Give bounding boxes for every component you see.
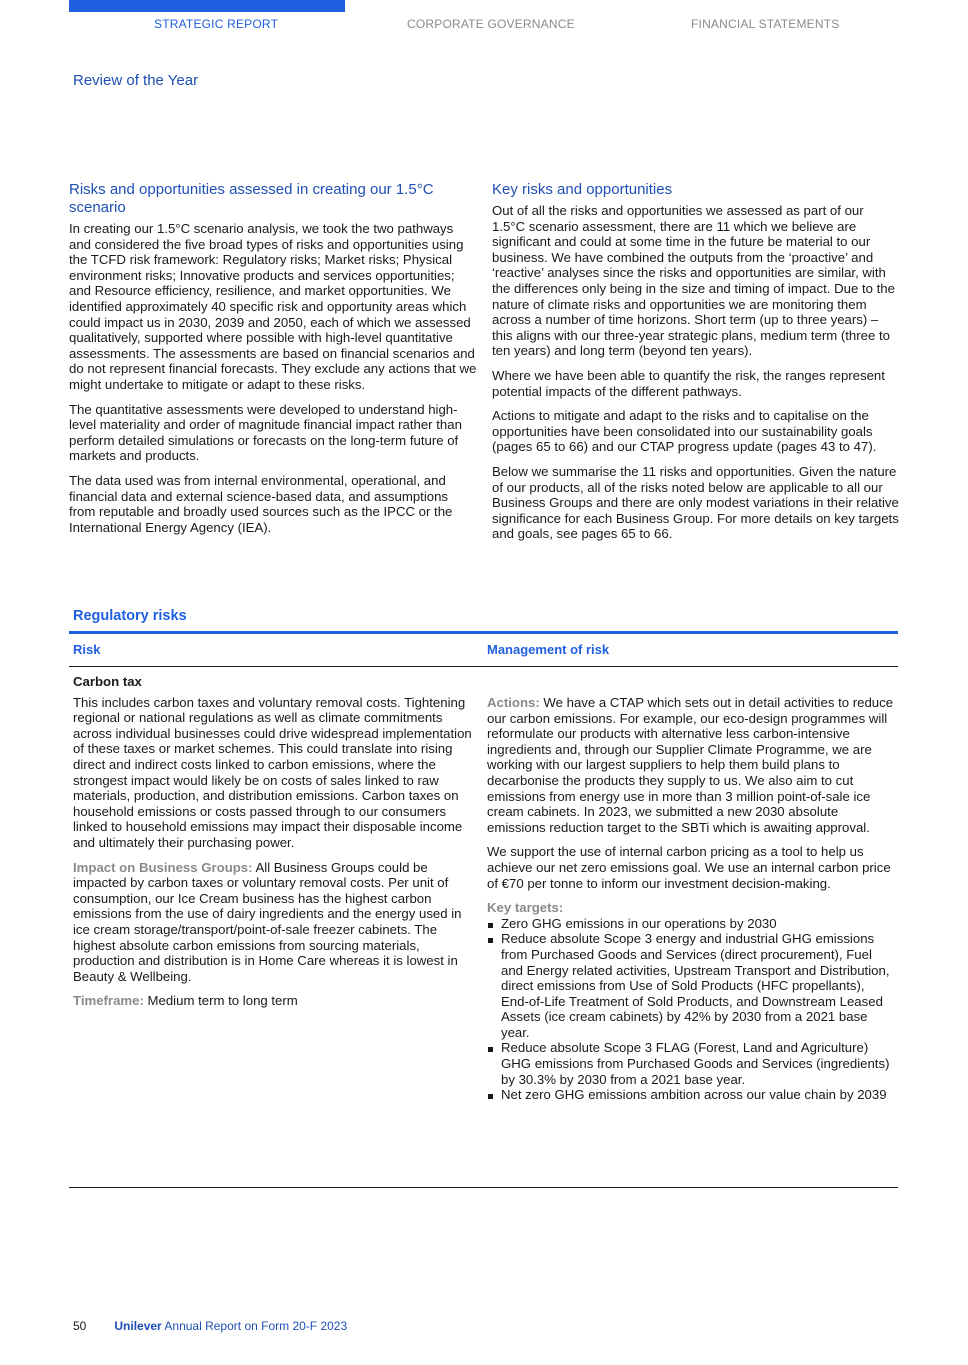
header-divider [69,666,898,667]
key-targets-label: Key targets: [487,900,564,916]
section-title: Review of the Year [73,72,199,89]
actions-paragraph [487,695,895,835]
actions-label: Actions: [487,695,540,710]
carbon-pricing-text: We support the use of internal carbon pricing as a tool to help us achieve our net zero emissions goal. We use an internal carbon price of €70 per tonne to inform our investment decision-making. [487,844,891,891]
list-item: Reduce absolute Scope 3 energy and industrial GHG emissions from Purchased Goods and Services (direct procurement), Fuel and Energy related activities, Upstream Transport and Distribution, direct emissions from Use of Sold Products (HFC propellants), End-of-Life Treatment of Sold Products, and Downstream Leased Assets (ice cream cabinets) by 42% by 2030 from a 2021 base year. [487,931,895,1040]
actions-text: We have a CTAP which sets out in detail activities to reduce our carbon emissions. For example, our eco-design programmes will reformulate our products with alternative less carbon-intensive ingredients and, through our Supplier Climate Programme, we are working with our largest suppliers to help them build plans to decarbonise the products they supply to us. We also aim to cut emissions from energy use in more than 3 million point-of-sale ice cream cabinets. In 2023, we submitted a new 2030 absolute emissions reduction target to the SBTi which is awaiting approval. [487,695,894,835]
list-item: Reduce absolute Scope 3 FLAG (Forest, Land and Agriculture) GHG emissions from Purchased Goods and Services (ingredients) by 30.3% by 2030 from a 2021 base year. [487,1040,895,1087]
impact-paragraph [73,860,475,985]
left-column [69,181,477,544]
table-bottom-rule [69,1187,898,1188]
list-item: Zero GHG emissions in our operations by 2030 [487,916,895,932]
impact-label: Impact on Business Groups: [73,859,253,875]
column-header-risk: Risk [73,642,101,657]
left-paragraph: In creating our 1.5°C scenario analysis, we took the two pathways and considered the five broad types of risks and opportunities using the TCFD risk framework: Regulatory risks; Market risks; Physical environment risks; Innovative products and services opportunities; and Resource efficiency, resilience, and market opportunities. We identified approximately 40 specific risk and opportunity areas which could impact us in 2030, 2039 and 2050, each of which we assessed qualitatively, supported where possible with high-level quantitative assessments. The assessments are based on financial scenarios and do not represent financial forecasts. They exclude any actions that we might undertake to mitigate or adapt to these risks. [69,221,477,392]
tab-strategic-report[interactable]: STRATEGIC REPORT [154,17,279,31]
left-paragraph: The data used was from internal environmental, operational, and financial data and external science-based data, and assumptions from reputable and broadly used sources such as the IPCC or the International Energy Agency (IEA). [69,472,453,535]
tab-financial-statements[interactable]: FINANCIAL STATEMENTS [691,17,840,31]
page-footer [73,1319,347,1333]
right-column [492,181,900,551]
right-paragraph: Actions to mitigate and adapt to the risks and to capitalise on the opportunities have been consolidated into our sustainability goals (pages 65 to 66) and our CTAP progress update (pages 43 to 47). [492,408,877,455]
right-paragraph: Out of all the risks and opportunities we assessed as part of our 1.5°C scenario assessment, there are 11 which we believe are significant and could at some time in the future be material to our business. We have combined the outputs from the ‘proactive’ and ‘reactive’ analyses since the risks and opportunities are similar, with the differences only being in the size and timing of impact. Due to the nature of climate risks and opportunities we are monitoring them across a number of time horizons. Short term (up to three years) – this aligns with our three-year strategic plans, medium term (three to ten years) and long term (beyond ten years). [492,203,895,359]
column-header-management: Management of risk [487,642,610,657]
risk-name: Carbon tax [73,674,142,689]
timeframe-label: Timeframe: [73,993,144,1009]
risk-cell [73,674,475,1018]
right-paragraph: Where we have been able to quantify the risk, the ranges represent potential impacts of the different pathways. [492,367,885,399]
left-paragraph: The quantitative assessments were developed to understand high-level materiality and order of magnitude financial impact rather than perform detailed simulations or forecasts on the long-term future of markets and products. [69,401,462,464]
right-paragraph: Below we summarise the 11 risks and opportunities. Given the nature of our products, all of the risks noted below are applicable to all our Business Groups and there are only modest variations in their relative significance for each Business Group. For more details on key targets and goals, see pages 65 to 66. [492,463,899,542]
impact-text: All Business Groups could be impacted by carbon taxes or voluntary removal costs. Per unit of consumption, our Ice Cream business has the highest carbon emissions from the use of dairy ingredients and the energy used in ice cream storage/transport/point-of-sale freezer cabinets. The highest absolute carbon emissions from sourcing materials, production and distribution is in Home Care whereas it is lowest in Beauty & Wellbeing. [73,859,462,984]
left-column-heading: Risks and opportunities assessed in creating our 1.5°C scenario [69,181,434,216]
key-targets-list [487,916,895,1103]
right-column-heading: Key risks and opportunities [492,181,673,198]
brand-name: Unilever [114,1319,162,1333]
list-item: Net zero GHG emissions ambition across our value chain by 2039 [487,1087,895,1103]
regulatory-risks-title: Regulatory risks [73,608,187,624]
risk-description: This includes carbon taxes and voluntary removal costs. Tightening regional or national regulations as well as climate commitments across individual businesses could drive widespread implementation of these taxes or market schemes. This could translate into rising direct and indirect costs linked to carbon emissions, where the strongest impact would likely be on costs of sales linked to raw materials, production, and distribution emissions. Carbon taxes on household emissions or costs passed through to our consumers linked to household emissions may impact their disposable income and ultimately their purchasing power. [73,694,472,850]
timeframe-paragraph [73,993,475,1009]
active-tab-indicator [69,0,345,12]
timeframe-text: Medium term to long term [147,993,298,1009]
management-cell [487,695,895,1103]
table-top-rule [69,631,898,634]
document-title: Annual Report on Form 20-F 2023 [164,1319,348,1333]
tab-corporate-governance[interactable]: CORPORATE GOVERNANCE [407,17,575,31]
page-number: 50 [73,1319,87,1333]
